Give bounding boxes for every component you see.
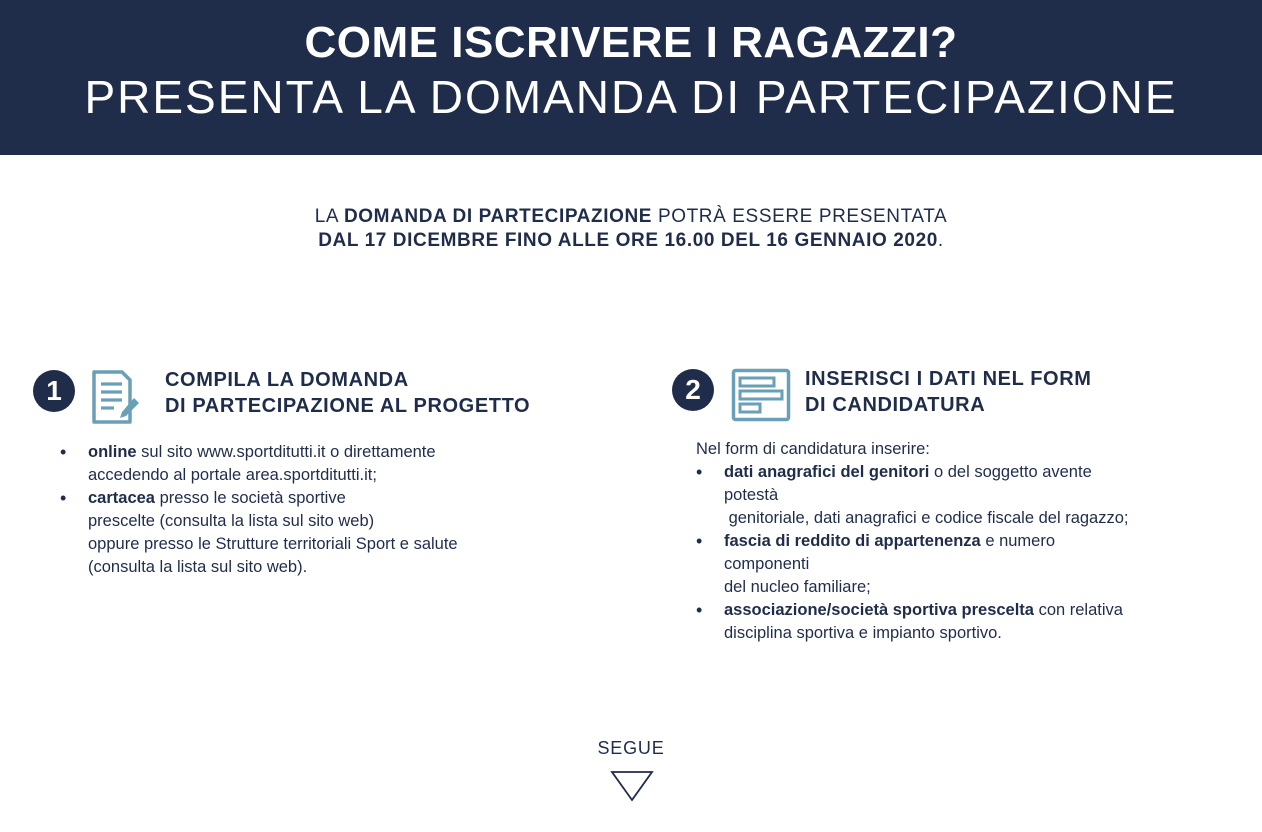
step1-title-line1: COMPILA LA DOMANDA xyxy=(165,369,409,391)
item-text: (consulta la lista sul sito web). xyxy=(88,558,308,576)
header-banner xyxy=(0,0,1262,155)
step2-number-badge: 2 xyxy=(672,369,714,411)
list-item xyxy=(696,530,1241,599)
item-bold: cartacea xyxy=(88,489,155,507)
step1-number-badge: 1 xyxy=(33,370,75,412)
item-bold: online xyxy=(88,443,137,461)
item-text: potestà xyxy=(724,486,779,504)
form-icon xyxy=(731,368,791,427)
item-text: componenti xyxy=(724,555,810,573)
segue-label: SEGUE xyxy=(597,738,665,758)
step1-list xyxy=(60,441,620,579)
document-pen-icon xyxy=(90,368,142,431)
list-item xyxy=(60,487,620,579)
page-subtitle: PRESENTA LA DOMANDA DI PARTECIPAZIONE xyxy=(84,71,1178,123)
item-text: disciplina sportiva e impianto sportivo. xyxy=(724,624,1002,642)
item-text: prescelte (consulta la lista sul sito web) xyxy=(88,512,375,530)
item-text: oppure presso le Strutture territoriali Sport e salute xyxy=(88,535,458,553)
item-text: o del soggetto avente xyxy=(929,463,1092,481)
list-item xyxy=(696,461,1241,530)
intro-line1-pre: LA xyxy=(314,206,344,227)
step2-title xyxy=(805,366,1092,418)
item-bold: associazione/società sportiva prescelta xyxy=(724,601,1034,619)
intro-dates: DAL 17 DICEMBRE FINO ALLE ORE 16.00 DEL 16 GENNAIO 2020 xyxy=(318,230,938,251)
step2-list xyxy=(696,438,1241,645)
page-title: COME ISCRIVERE I RAGAZZI? xyxy=(304,18,958,67)
step2-title-line2: DI CANDIDATURA xyxy=(805,394,986,416)
item-bold: dati anagrafici del genitori xyxy=(724,463,930,481)
item-text: e numero xyxy=(980,532,1056,550)
item-text: sul sito www.sportditutti.it o direttamente xyxy=(136,443,436,461)
item-bold: fascia di reddito di appartenenza xyxy=(724,532,981,550)
list-item xyxy=(696,599,1241,645)
step2-lead: Nel form di candidatura inserire: xyxy=(696,440,930,458)
step1-title xyxy=(165,367,530,419)
item-text: accedendo al portale area.sportditutti.it; xyxy=(88,466,377,484)
item-text: con relativa xyxy=(1033,601,1123,619)
step1-title-line2: DI PARTECIPAZIONE AL PROGETTO xyxy=(165,395,531,417)
down-triangle-icon xyxy=(610,770,654,807)
item-text: genitoriale, dati anagrafici e codice fiscale del ragazzo; xyxy=(724,509,1129,527)
step2-title-line1: INSERISCI I DATI NEL FORM xyxy=(805,368,1092,390)
intro-text xyxy=(0,205,1262,253)
list-item xyxy=(60,441,620,487)
intro-line1-bold: DOMANDA DI PARTECIPAZIONE xyxy=(343,206,653,227)
item-text: del nucleo familiare; xyxy=(724,578,871,596)
item-text: presso le società sportive xyxy=(154,489,346,507)
intro-line2-post: . xyxy=(937,230,944,251)
intro-line1-post: POTRÀ ESSERE PRESENTATA xyxy=(652,206,948,227)
